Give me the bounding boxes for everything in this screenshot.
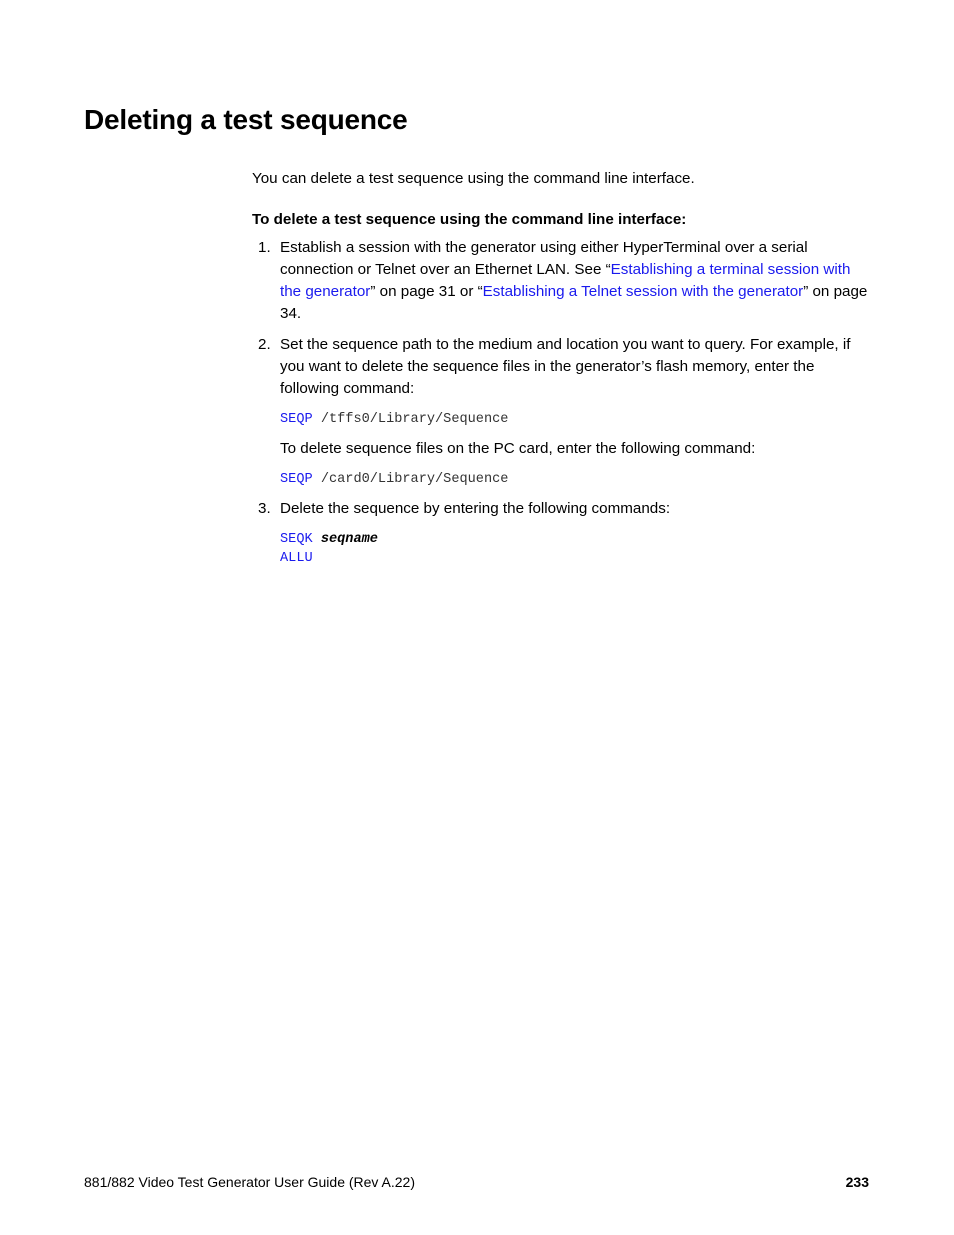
command-allu[interactable]: ALLU bbox=[280, 551, 313, 566]
page-number: 233 bbox=[845, 1174, 869, 1190]
step-text: Delete the sequence by entering the following commands: bbox=[280, 500, 671, 517]
code-block-card bbox=[280, 470, 872, 489]
step-number: 1. bbox=[258, 239, 271, 256]
command-seqp[interactable]: SEQP bbox=[280, 412, 313, 427]
page-title: Deleting a test sequence bbox=[84, 104, 408, 135]
link-terminal-session[interactable]: Establishing a terminal session with the generator bbox=[280, 261, 851, 300]
command-argument: /tffs0/Library/Sequence bbox=[320, 412, 509, 427]
link-telnet-session[interactable]: Establishing a Telnet session with the generator bbox=[482, 283, 804, 300]
main-content bbox=[252, 168, 872, 568]
step-3 bbox=[252, 498, 872, 568]
step-text: Set the sequence path to the medium and location you want to query. For example, if you want to delete the sequence files in the generator’s flash memory, enter the following command: bbox=[280, 336, 851, 397]
footer-title: 881/882 Video Test Generator User Guide (Rev A.22) bbox=[84, 1174, 416, 1190]
step-text-part: ” on page 34. bbox=[280, 283, 868, 322]
step-subtext: To delete sequence files on the PC card, enter the following command: bbox=[280, 440, 756, 457]
intro-paragraph: You can delete a test sequence using the command line interface. bbox=[252, 170, 695, 187]
command-seqk[interactable]: SEQK bbox=[280, 532, 313, 547]
step-1 bbox=[252, 237, 872, 325]
command-argument: /card0/Library/Sequence bbox=[320, 472, 509, 487]
command-parameter: seqname bbox=[320, 532, 378, 547]
code-block-flash bbox=[280, 410, 872, 429]
step-2 bbox=[252, 334, 872, 489]
step-number: 2. bbox=[258, 336, 271, 353]
step-number: 3. bbox=[258, 500, 271, 517]
code-block-delete bbox=[280, 530, 872, 568]
steps-list bbox=[252, 237, 872, 568]
step-text-part: Establish a session with the generator using either HyperTerminal over a serial connection or Telnet over an Ethernet LAN. See “ bbox=[280, 239, 808, 278]
step-text-part: ” on page 31 or “ bbox=[370, 283, 483, 300]
step-text bbox=[280, 237, 872, 325]
command-seqp[interactable]: SEQP bbox=[280, 472, 313, 487]
procedure-title: To delete a test sequence using the command line interface: bbox=[252, 211, 687, 228]
